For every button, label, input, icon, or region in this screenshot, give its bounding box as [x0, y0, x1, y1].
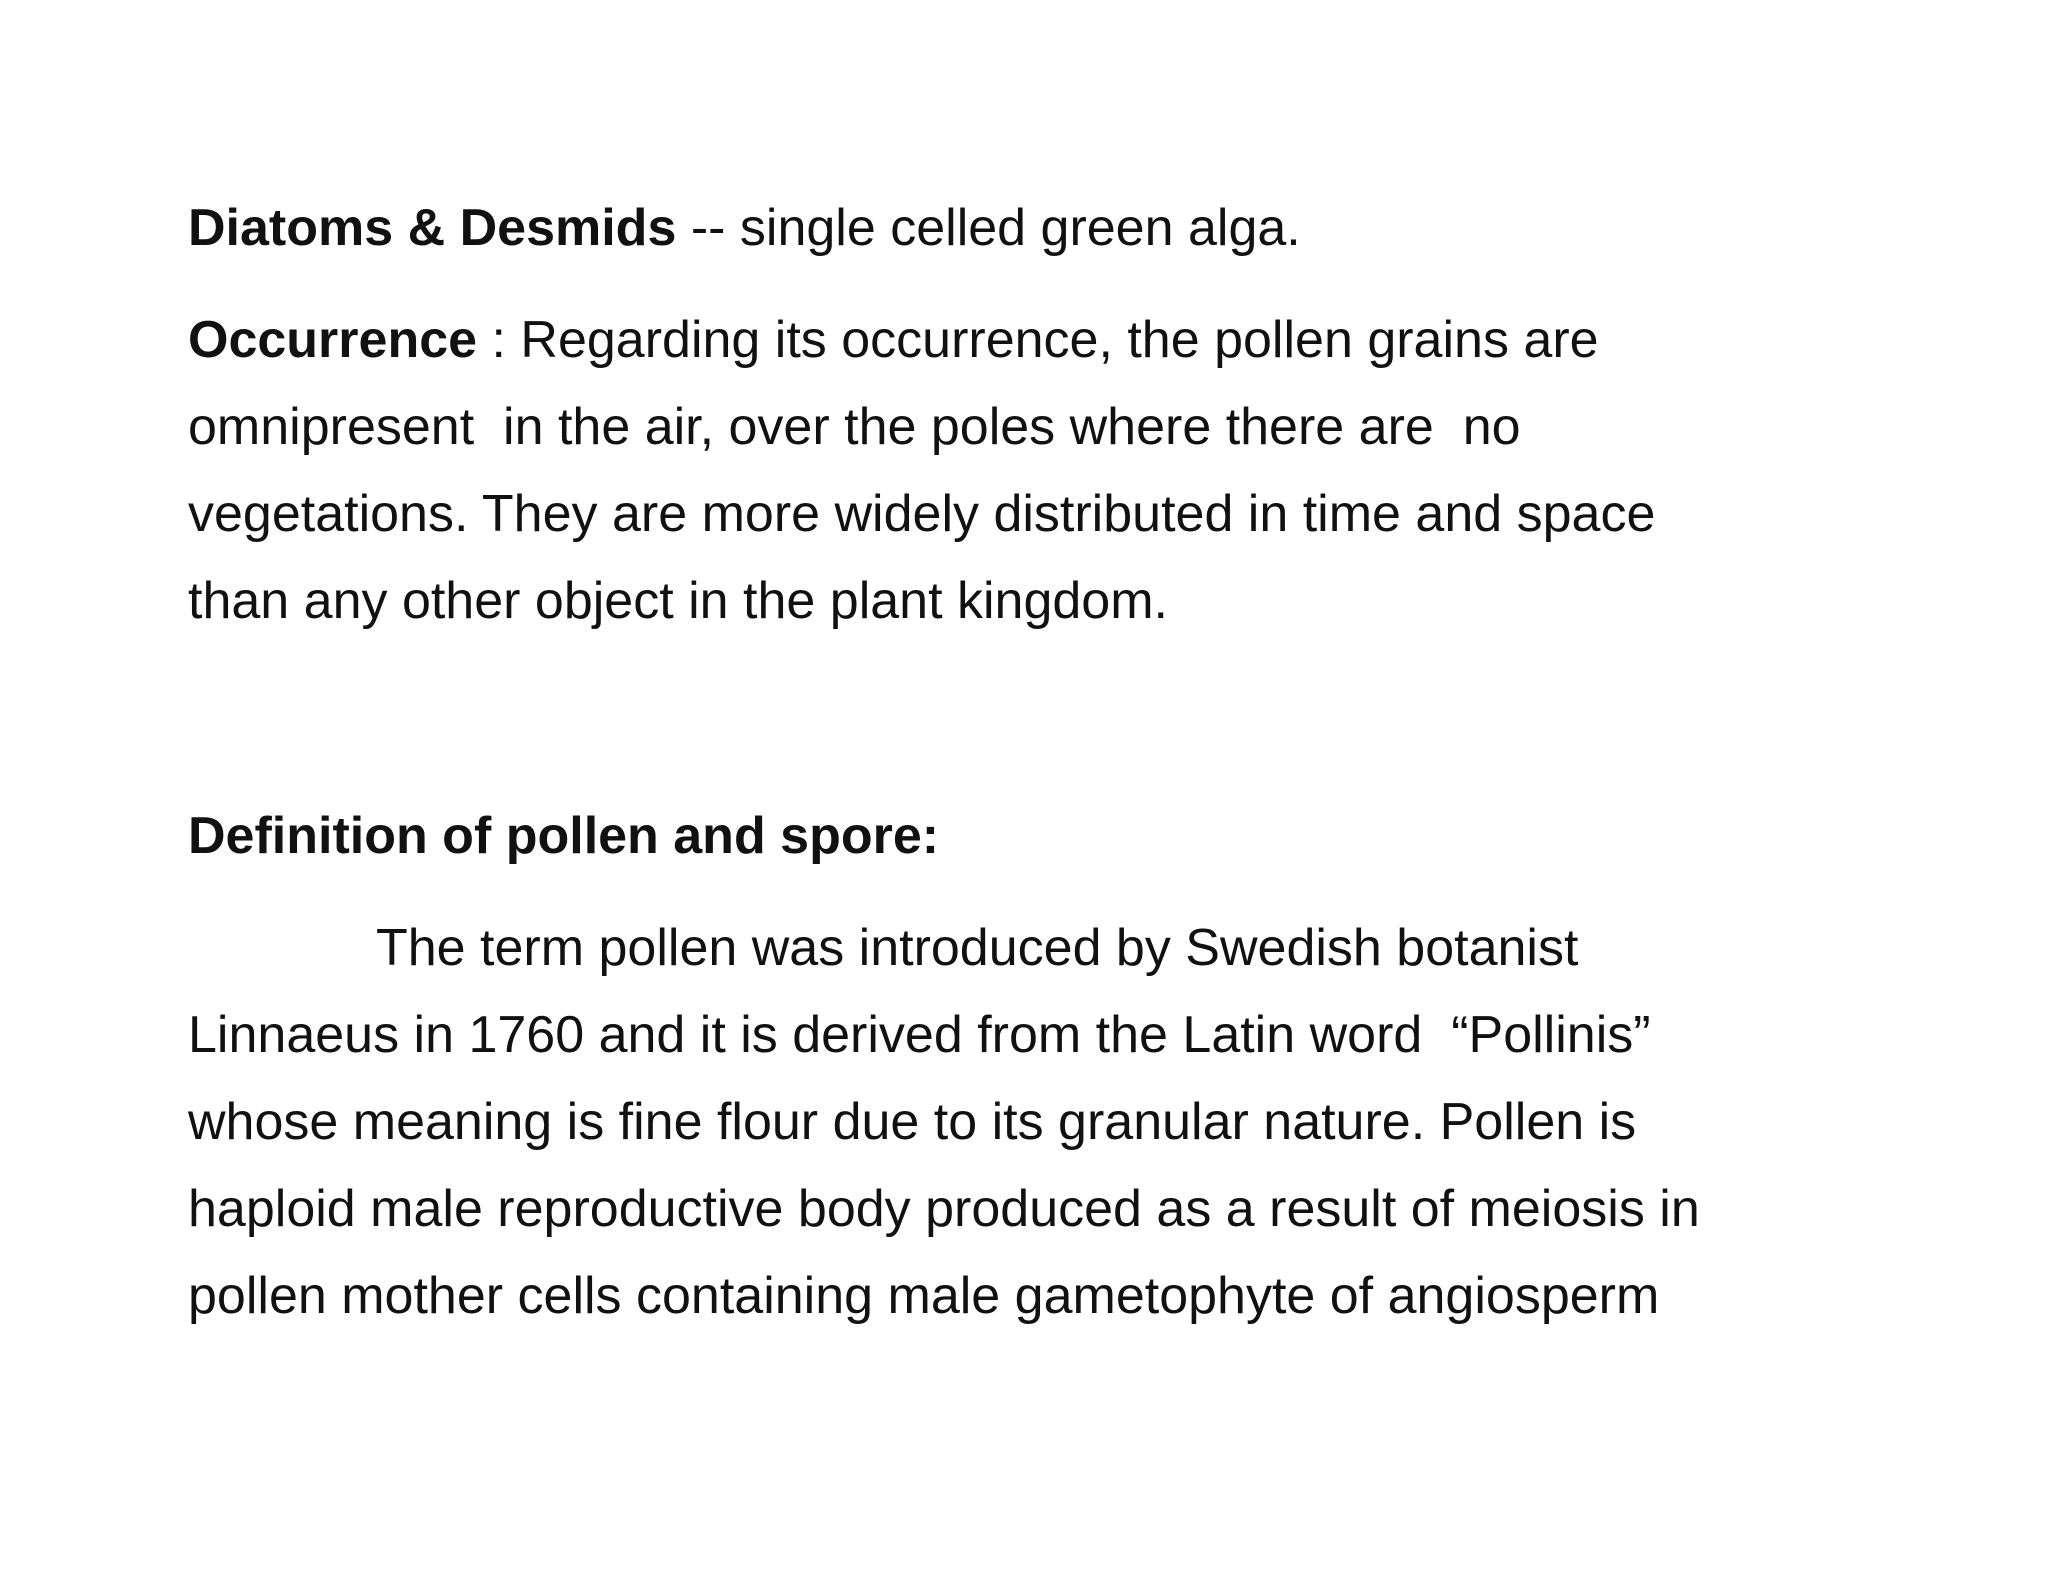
diatoms-term: Diatoms & Desmids	[188, 199, 677, 257]
definition-line-5: pollen mother cells containing male gametophyte of angiosperm	[188, 1267, 1660, 1325]
definition-heading: Definition of pollen and spore:	[188, 807, 940, 865]
occurrence-line-1	[188, 310, 1599, 370]
diatoms-line	[188, 198, 1301, 258]
occurrence-line-4: than any other object in the plant kingdom.	[188, 572, 1168, 630]
definition-line-3: whose meaning is fine flour due to its granular nature. Pollen is	[188, 1093, 1637, 1151]
occurrence-line-2: omnipresent in the air, over the poles where there are no	[188, 398, 1521, 456]
occurrence-term: Occurrence	[188, 311, 478, 369]
occurrence-text-1: : Regarding its occurrence, the pollen grains are	[477, 311, 1599, 369]
occurrence-line-3: vegetations. They are more widely distributed in time and space	[188, 485, 1656, 543]
definition-line-2: Linnaeus in 1760 and it is derived from the Latin word “Pollinis”	[188, 1006, 1651, 1064]
definition-line-4: haploid male reproductive body produced as a result of meiosis in	[188, 1180, 1700, 1238]
definition-line-1: The term pollen was introduced by Swedish botanist	[376, 919, 1579, 977]
diatoms-definition: -- single celled green alga.	[676, 199, 1301, 257]
